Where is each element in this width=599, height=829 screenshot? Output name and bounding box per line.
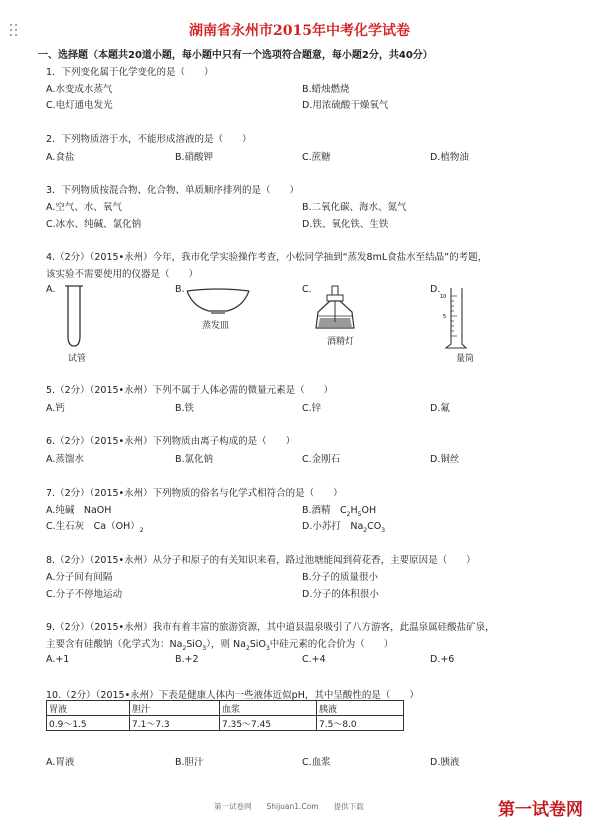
test-tube-image — [62, 284, 86, 350]
cylinder-mark-5: 5 — [443, 314, 447, 320]
ph-table — [46, 700, 404, 731]
q3-option-a: A.空气、水、氧气 — [46, 202, 122, 213]
q4-option-d: D. — [430, 284, 441, 295]
q7-option-d: D.小苏打 $Na_2CO_3$ — [302, 521, 386, 534]
test-tube-caption: 试管 — [68, 354, 87, 364]
question-8-stem: 8.（2分）（2015•永州）从分子和原子的有关知识来看，路过池塘能闻到荷花香，主要原因是（ ） — [46, 555, 476, 566]
table-cell: 血浆 — [220, 701, 317, 716]
q8-option-d: D.分子的体积很小 — [302, 589, 379, 600]
q4-option-a: A. — [46, 284, 56, 295]
q7-option-c: C.生石灰 $Ca(OH)_2$ — [46, 521, 144, 534]
q3-option-c: C.冰水、纯碱、氯化钠 — [46, 219, 142, 230]
question-9-stem: 9.（2分）（2015•永州）我市有着丰富的旅游资源，其中道县温泉吸引了八方游客，此温泉属硅酸盐矿泉， — [46, 622, 495, 633]
table-row — [47, 701, 404, 716]
q9-option-c: C.+4 — [302, 654, 326, 665]
question-3-stem: 3．下列物质按混合物、化合物、单质顺序排列的是（ ） — [46, 185, 300, 196]
q8-option-a: A.分子间有间隔 — [46, 572, 113, 583]
q7-option-a: A.纯碱 NaOH — [46, 505, 112, 516]
question-4-stem: 4.（2分）（2015•永州）今年，我市化学实验操作考查，小松同学抽到“蒸发8mL食盐水至结晶”的考题， — [46, 252, 488, 263]
table-cell: 7.5～8.0 — [317, 716, 404, 731]
q1-option-c: C.电灯通电发光 — [46, 100, 113, 111]
q8-option-c: C.分子不停地运动 — [46, 589, 123, 600]
q6-option-a: A.蒸馏水 — [46, 454, 84, 465]
exam-title: 湖南省永州市2015年中考化学试卷 — [189, 23, 410, 39]
table-cell: 0.9～1.5 — [47, 716, 130, 731]
q3-option-b: B.二氧化碳、海水、氮气 — [302, 202, 407, 213]
section-heading: 一、选择题（本题共20道小题，每小题中只有一个选项符合题意，每小题2分，共40分） — [38, 50, 433, 61]
q2-option-c: C.蔗糖 — [302, 152, 331, 163]
question-7-stem: 7.（2分）（2015•永州）下列物质的俗名与化学式相符合的是（ ） — [46, 488, 343, 499]
q4-option-b: B. — [175, 284, 185, 295]
q7-option-b: B.酒精 $C_2H_5OH$ — [302, 505, 377, 518]
q2-option-d: D.植物油 — [430, 152, 469, 163]
q9-option-b: B.+2 — [175, 654, 199, 665]
alcohol-lamp-caption: 酒精灯 — [327, 337, 355, 347]
q5-option-c: C.锌 — [302, 403, 322, 414]
brand-logo: 第一试卷网 — [498, 800, 583, 820]
q4-option-c: C. — [302, 284, 312, 295]
q6-option-c: C.金刚石 — [302, 454, 341, 465]
evaporating-dish-caption: 蒸发皿 — [202, 321, 230, 331]
graduated-cylinder-caption: 量筒 — [456, 354, 475, 364]
graduated-cylinder-image — [440, 286, 470, 352]
q10-option-a: A.胃液 — [46, 757, 75, 768]
q10-option-c: C.血浆 — [302, 757, 331, 768]
question-5-stem: 5.（2分）（2015•永州）下列不属于人体必需的微量元素是（ ） — [46, 385, 334, 396]
question-2-stem: 2．下列物质溶于水，不能形成溶液的是（ ） — [46, 134, 252, 145]
question-4-stem-line2: 该实验不需要使用的仪器是（ ） — [46, 269, 199, 280]
question-9-stem-line2: 主要含有硅酸钠（化学式为：$Na_2SiO_3$），则 $Na_2SiO_3$中硅元素的化合价为（ ） — [46, 639, 394, 652]
q10-option-d: D.胰液 — [430, 757, 460, 768]
page-footer: 第一试卷网 Shijuan1.Com 提供下载 — [214, 802, 364, 811]
q1-option-b: B.蜡烛燃烧 — [302, 84, 350, 95]
q1-option-a: A.水变成水蒸气 — [46, 84, 113, 95]
q5-option-b: B.铁 — [175, 403, 195, 414]
q2-option-a: A.食盐 — [46, 152, 75, 163]
q5-option-a: A.钙 — [46, 403, 65, 414]
evaporating-dish-image — [185, 287, 251, 315]
table-cell: 胰液 — [317, 701, 404, 716]
table-cell: 7.1～7.3 — [130, 716, 220, 731]
table-cell: 胆汁 — [130, 701, 220, 716]
cylinder-mark-10: 10 — [440, 294, 447, 300]
table-cell: 7.35～7.45 — [220, 716, 317, 731]
q9-option-d: D.+6 — [430, 654, 455, 665]
q5-option-d: D.氟 — [430, 403, 450, 414]
q1-option-d: D.用浓硫酸干燥氧气 — [302, 100, 389, 111]
q8-option-b: B.分子的质量很小 — [302, 572, 379, 583]
question-10-stem: 10.（2分）（2015•永州）下表是健康人体内一些液体近似pH，其中呈酸性的是（ ） — [46, 690, 419, 701]
q10-option-b: B.胆汁 — [175, 757, 204, 768]
question-6-stem: 6.（2分）（2015•永州）下列物质由离子构成的是（ ） — [46, 436, 296, 447]
q6-option-d: D.铜丝 — [430, 454, 460, 465]
q3-option-d: D.铁、氧化铁、生铁 — [302, 219, 389, 230]
q2-option-b: B.硝酸钾 — [175, 152, 214, 163]
q9-option-a: A.+1 — [46, 654, 70, 665]
alcohol-lamp-image — [312, 284, 358, 332]
table-row — [47, 716, 404, 731]
q6-option-b: B.氯化钠 — [175, 454, 214, 465]
question-1-stem: 1．下列变化属于化学变化的是（ ） — [46, 67, 214, 78]
table-cell: 胃液 — [47, 701, 130, 716]
